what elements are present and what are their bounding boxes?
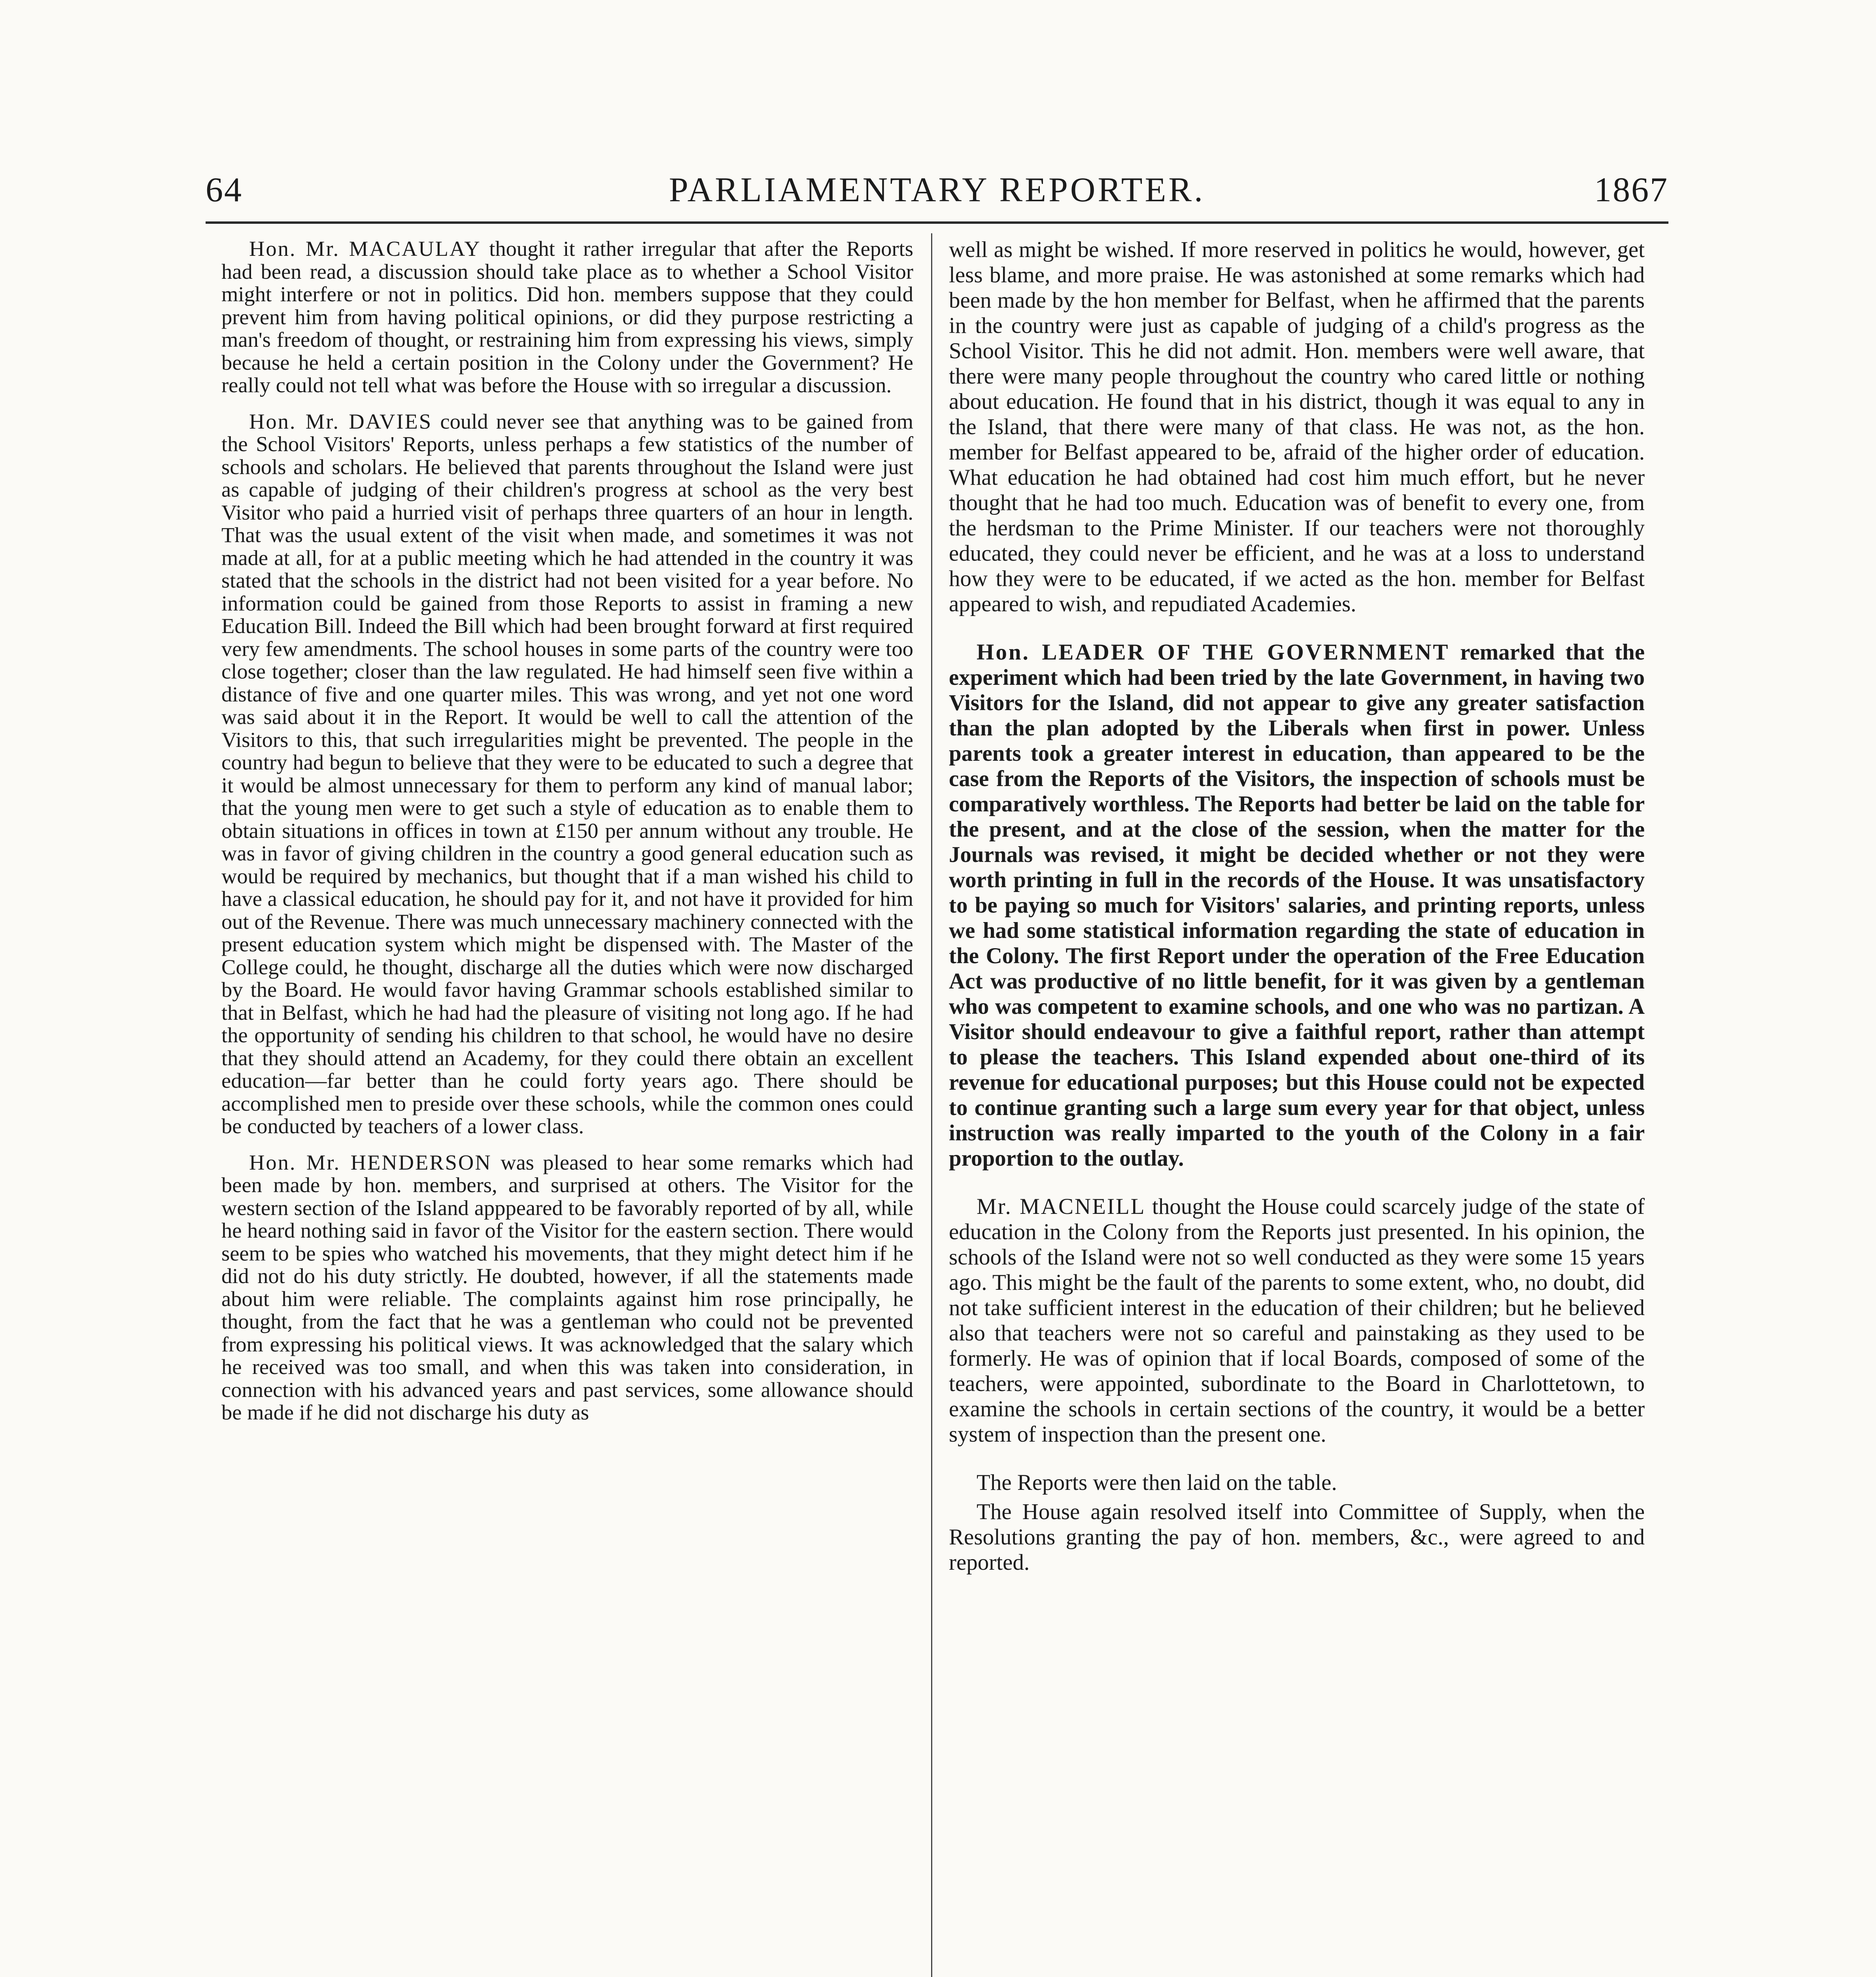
speech-davies xyxy=(221,410,913,1138)
speech-text: thought the House could scarcely judge of the state of education in the Colony from the Reports just presented. In his opinion, the schools of the Island were not so well conducted as they were some 15 years ago. This might be the fault of the parents to some extent, who, no doubt, did not take sufficient interest in the education of their children; but he believed also that teachers were not so careful and painstaking as they used to be formerly. He was of opinion that if local Boards, composed of some of the teachers, were appointed, subordinate to the Board in Charlottetown, to examine the schools in certain sections of the country, it would be a better system of inspection than the present one. xyxy=(949,1194,1645,1447)
speech-text: remarked that the experiment which had been tried by the late Government, in having two Visitors for the Island, did not appear to give any greater satisfaction than the plan adopted by the Liberals when first in power. Unless parents took a greater interest in education, than appeared to be the case from the Reports of the Visitors, the inspection of schools must be comparatively worthless. The Reports had better be laid on the table for the present, and at the close of the session, when the matter for the Journals was revised, it might be decided whether or not they were worth printing in full in the records of the House. It was unsatisfactory to be paying so much for Visitors' salaries, and printing reports, unless we had some statistical information regarding the state of education in the Colony. The first Report under the operation of the Free Education Act was productive of no little benefit, for it was given by a gentleman who was competent to examine schools, and one who was no partizan. A Visitor should endeavour to give a faithful report, rather than attempt to please the teachers. This Island expended about one-third of its revenue for educational purposes; but this House could not be expected to continue granting such a large sum every year for that object, unless instruction was really imparted to the youth of the Colony in a fair proportion to the outlay. xyxy=(949,640,1645,1171)
speech-text: thought it rather irregular that after the Reports had been read, a discussion should take place as to whether a School Visitor might interfere or not in politics. Did hon. members suppose that they could prevent him from having political opinions, or did they purpose restricting a man's freedom of thought, or restraining him from expressing his views, simply because he held a certain position in the Colony under the Government? He really could not tell what was before the House with so irregular a discussion. xyxy=(221,237,913,397)
header-year: 1867 xyxy=(1594,171,1668,209)
speech-macaulay xyxy=(221,237,913,397)
running-title: PARLIAMENTARY REPORTER. xyxy=(669,171,1205,209)
speaker-name: Mr. MACNEILL xyxy=(977,1194,1146,1219)
column-divider xyxy=(931,233,932,1977)
header-rule xyxy=(206,221,1668,224)
speech-text: could never see that anything was to be gained from the School Visitors' Reports, unless perhaps a few statistics of the number of schools and scholars. He believed that parents throughout the Island were just as capable of judging of their children's progress at school as the very best Visitor who paid a hurried visit of perhaps three quarters of an hour in length. That was the usual extent of the visit when made, and sometimes it was not made at all, for at a public meeting which he had attended in the country it was stated that the schools in the district had not been visited for a year before. No information could be gained from those Reports to assist in framing a new Education Bill. Indeed the Bill which had been brought forward at first required very few amendments. The school houses in some parts of the country were too close together; closer than the law regulated. He had himself seen five within a distance of five and one quarter miles. This was wrong, and yet not one word was said about it in the Report. It would be well to call the attention of the Visitors to this, that such irregularities might be prevented. The people in the country had begun to believe that they were to be educated to such a degree that it would be almost unnecessary for them to perform any kind of manual labor; that the young men were to get such a style of education as to enable them to obtain situations in offices in town at £150 per annum without any trouble. He was in favor of giving children in the country a good general education such as would be required by mechanics, but thought that if a man wished his child to have a classical education, he should pay for it, and not have it provided for him out of the Revenue. There was much unnecessary machinery connected with the present education system which might be dispensed with. The Master of the College could, he thought, discharge all the duties which were now discharged by the Board. He would favor having Grammar schools established similar to that in Belfast, which he had had the pleasure of visiting not long ago. If he had the opportunity of sending his children to that school, he would have no desire that they should attend an Academy, for they could there obtain an excellent education—far better than he could forty years ago. There should be accomplished men to preside over these schools, while the common ones could be conducted by teachers of a lower class. xyxy=(221,409,913,1138)
committee-of-supply-note xyxy=(949,1499,1645,1575)
note-text: The House again resolved itself into Committee of Supply, when the Resolutions granting the pay of hon. members, &c., were agreed to and reported. xyxy=(949,1499,1645,1575)
reports-laid-note xyxy=(949,1470,1645,1495)
speaker-name: Hon. Mr. HENDERSON xyxy=(249,1150,492,1174)
left-column xyxy=(221,237,913,1977)
page-number: 64 xyxy=(206,171,243,209)
speech-macneill xyxy=(949,1194,1645,1447)
speech-leader-of-government xyxy=(949,640,1645,1171)
speaker-name: Hon. Mr. DAVIES xyxy=(249,409,433,433)
speech-henderson-continued xyxy=(949,237,1645,617)
note-text: The Reports were then laid on the table. xyxy=(977,1470,1337,1495)
page-header xyxy=(206,161,1668,217)
speaker-name: Hon. Mr. MACAULAY xyxy=(249,237,481,261)
speech-henderson xyxy=(221,1151,913,1424)
speaker-name: Hon. LEADER OF THE GOVERNMENT xyxy=(977,640,1450,665)
right-column xyxy=(949,237,1645,1977)
speech-text: was pleased to hear some remarks which had been made by hon. members, and surprised at others. The Visitor for the western section of the Island apppeared to be favorably reported of by all, while he heard nothing said in favor of the Visitor for the eastern section. There would seem to be spies who watched his movements, that they might detect him if he did not do his duty strictly. He doubted, however, if all the statements made about him were reliable. The complaints against him rose principally, he thought, from the fact that he was a gentleman who could not be prevented from expressing his political views. It was acknowledged that the salary which he received was too small, and when this was taken into consideration, in connection with his advanced years and past services, some allowance should be made if he did not discharge his duty as xyxy=(221,1150,913,1424)
speech-text: well as might be wished. If more reserved in politics he would, however, get less blame, and more praise. He was astonished at some remarks which had been made by the hon member for Belfast, when he affirmed that the parents in the country were just as capable of judging of a child's progress as the School Visitor. This he did not admit. Hon. members were well aware, that there were many people throughout the country who cared little or nothing about education. He found that in his district, though it was equal to any in the Island, that there were many of that class. He was not, as the hon. member for Belfast appeared to be, afraid of the higher order of education. What education he had obtained had cost him much effort, but he never thought that he had too much. Education was of benefit to every one, from the herdsman to the Prime Minister. If our teachers were not thoroughly educated, they could never be efficient, and he was at a loss to understand how they were to be educated, if we acted as the hon. member for Belfast appeared to wish, and repudiated Academies. xyxy=(949,237,1645,616)
